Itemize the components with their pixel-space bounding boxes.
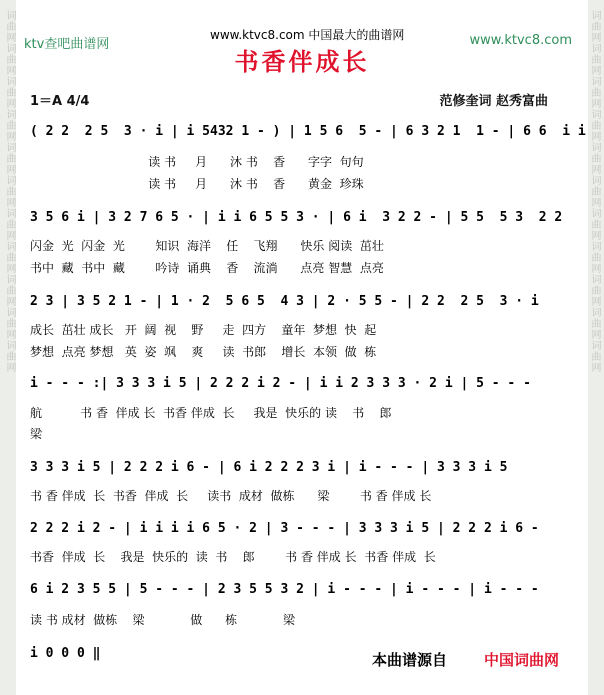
source-site-link[interactable]: 中国词曲网: [484, 651, 560, 669]
lyric-line-4-verse-1: 航 书 香 伴成 长 书香 伴成 长 我是 快乐的 读 书 郎: [30, 406, 392, 420]
score-notes-line-5: 3 3 3 i 5 | 2 2 2 i 6 - | 6 i 2 2 2 3 i | i - - - | 3 3 3 i 5: [30, 460, 508, 475]
score-notes-line-2: 3 5 6 i | 3 2 7 6 5 · | i i 6 5 5 3 · | 6 i 3 2 2 - | 5 5 5 3 2 2: [30, 210, 563, 225]
score-notes-line-3: 2 3 | 3 5 2 1 - | 1 · 2 5 6 5 4 3 | 2 · 5 5 - | 2 2 2 5 3 · i: [30, 294, 539, 309]
lyric-line-4-verse-2: 梁: [30, 427, 43, 441]
song-title: 书香伴成长: [234, 48, 370, 76]
lyric-line-2-verse-1: 闪金 光 闪金 光 知识 海洋 任 飞翔 快乐 阅读 茁壮: [30, 239, 384, 253]
site-tagline: www.ktvc8.com 中国最大的曲谱网: [210, 28, 405, 42]
lyric-line-6: 书香 伴成 长 我是 快乐的 读 书 郎 书 香 伴成 长 书香 伴成 长: [30, 550, 436, 564]
score-notes-line-4: i - - - :| 3 3 3 i 5 | 2 2 2 i 2 - | i i 2 3 3 3 · 2 i | 5 - - -: [30, 376, 531, 391]
left-side-watermark: 词曲网词曲网词曲网词曲网词曲网词曲网词曲网词曲网词曲网词曲网词曲网: [4, 10, 15, 373]
source-label: 本曲谱源自: [372, 651, 448, 669]
key-signature: 1＝A 4/4: [30, 94, 90, 109]
lyric-line-2-verse-2: 书中 藏 书中 藏 吟诗 诵典 香 流淌 点亮 智慧 点亮: [30, 261, 384, 275]
ktv-left-watermark: ktv查吧曲谱网: [24, 37, 110, 52]
lyric-line-7: 读 书 成材 做栋 梁 做 栋 梁: [30, 613, 295, 627]
lyric-line-5: 书 香 伴成 长 书香 伴成 长 读书 成材 做栋 梁 书 香 伴成 长: [30, 489, 432, 503]
lyric-line-1-verse-2: 读 书 月 沐 书 香 黄金 珍珠: [30, 177, 364, 191]
ktv-right-url: www.ktvc8.com: [469, 33, 572, 48]
score-notes-line-1: ( 2 2 2 5 3 · i | i 5432 1 - ) | 1 5 6 5 - | 6 3 2 1 1 - | 6 6 i i: [30, 124, 586, 139]
lyric-line-3-verse-2: 梦想 点亮 梦想 英 姿 飒 爽 读 书郎 增长 本领 做 栋: [30, 345, 377, 359]
song-credits: 范修奎词 赵秀富曲: [439, 94, 548, 109]
right-side-watermark: 词曲网词曲网词曲网词曲网词曲网词曲网词曲网词曲网词曲网词曲网词曲网: [589, 10, 600, 373]
lyric-line-3-verse-1: 成长 茁壮 成长 开 阔 视 野 走 四方 童年 梦想 快 起: [30, 323, 377, 337]
score-notes-line-7: 6 i 2 3 5 5 | 5 - - - | 2 3 5 5 3 2 | i - - - | i - - - | i - - -: [30, 582, 539, 597]
score-notes-line-6: 2 2 2 i 2 - | i i i i 6 5 · 2 | 3 - - - | 3 3 3 i 5 | 2 2 2 i 6 -: [30, 521, 539, 536]
lyric-line-1-verse-1: 读 书 月 沐 书 香 字字 句句: [30, 155, 364, 169]
score-notes-line-8: i 0 0 0 ‖: [30, 646, 101, 661]
